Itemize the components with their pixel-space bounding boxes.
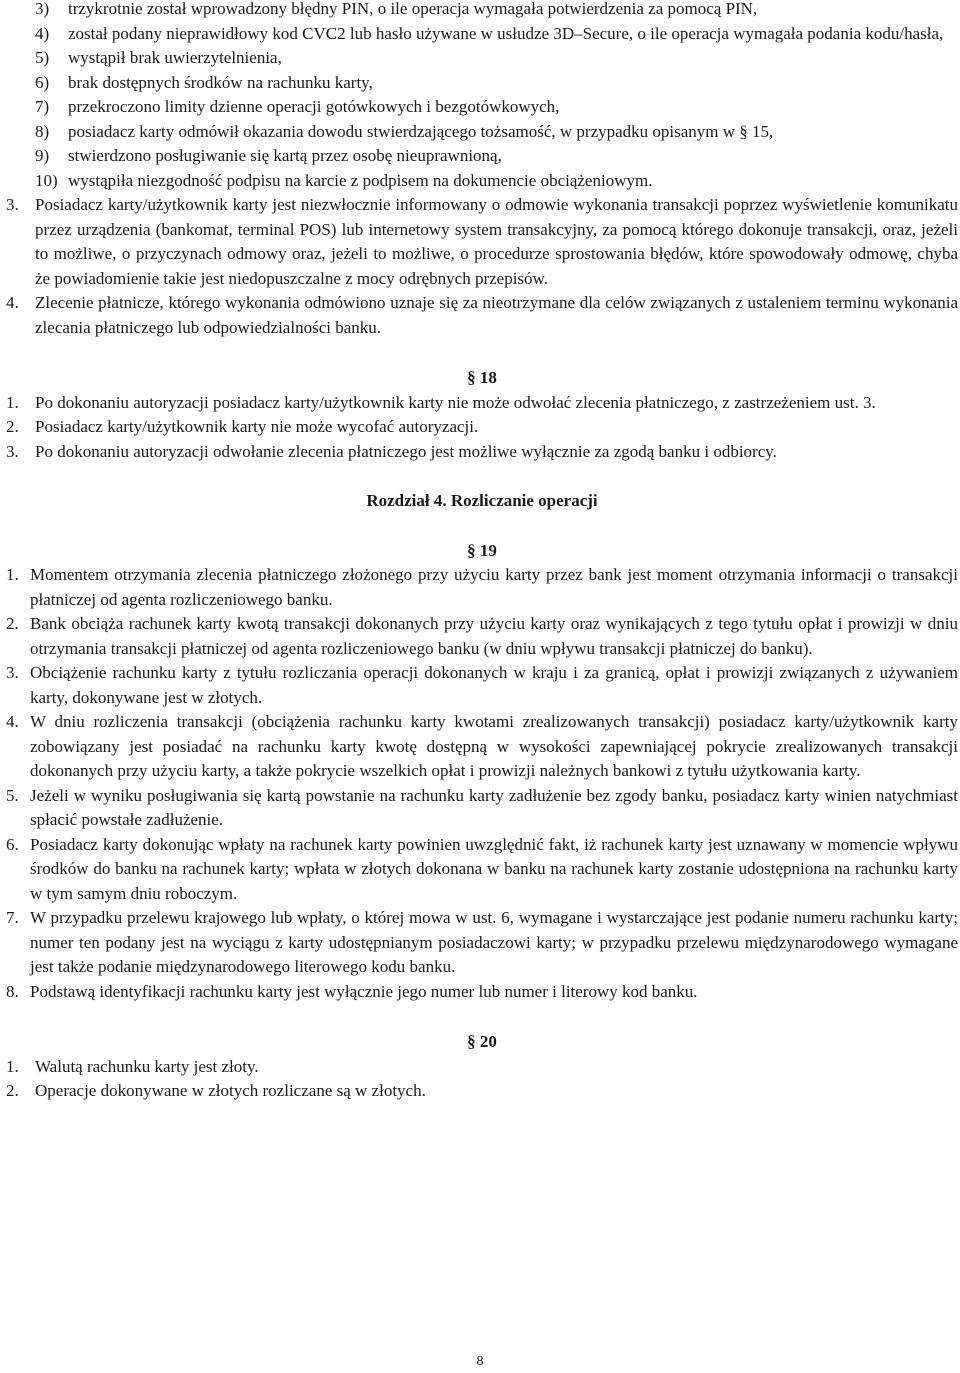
list-item	[35, 169, 958, 194]
item-number: 2.	[6, 417, 19, 436]
section-heading-19: § 19	[467, 540, 497, 560]
item-number: 6)	[35, 72, 50, 92]
item-text: Po dokonaniu autoryzacji odwołanie zlecenia płatniczego jest możliwe wyłącznie za zgodą banku i odbiorcy.	[35, 441, 777, 461]
item-text: brak dostępnych środków na rachunku karty,	[68, 72, 373, 92]
item-number: 10)	[35, 170, 58, 190]
item-number: 1.	[6, 1056, 19, 1076]
item-number: 1.	[6, 392, 19, 412]
list-item	[6, 1055, 958, 1080]
item-text: posiadacz karty odmówił okazania dowodu stwierdzającego tożsamość, w przypadku opisanym w § 15,	[68, 121, 774, 141]
list-item	[6, 415, 958, 440]
list-item	[35, 120, 958, 145]
item-number: 3.	[6, 441, 19, 461]
item-text: Posiadacz karty/użytkownik karty jest niezwłocznie informowany o odmowie wykonania transakcji poprzez wyświetlenie komunikatu przez urządzenia (bankomat, terminal POS) lub internetowy system transakcyjny, za pomocą którego dokonuje transakcji, oraz, jeżeli to możliwe, o przyczynach odmowy oraz, jeżeli to możliwe, o procedurze sprostowania błędów, które spowodowały odmowę, chyba że powiadomienie takie jest niedopuszczalne z mocy odrębnych przepisów.	[35, 195, 958, 288]
item-text: Podstawą identyfikacji rachunku karty jest wyłącznie jego numer lub numer i literowy kod banku.	[30, 981, 698, 1001]
list-item	[6, 193, 958, 291]
item-number: 5.	[6, 785, 19, 805]
list-item	[35, 22, 958, 47]
item-number: 2.	[6, 614, 19, 633]
item-text: wystąpił brak uwierzytelnienia,	[68, 48, 282, 67]
list-item	[6, 291, 958, 340]
item-text: Walutą rachunku karty jest złoty.	[35, 1056, 259, 1076]
item-text: Posiadacz karty/użytkownik karty nie może wycofać autoryzacji.	[35, 417, 479, 436]
section-heading-20: § 20	[467, 1032, 497, 1051]
list-item	[6, 563, 958, 612]
item-text: stwierdzono posługiwanie się kartą przez osobę nieuprawnioną,	[68, 146, 502, 165]
item-text: przekroczono limity dzienne operacji gotówkowych i bezgotówkowych,	[68, 97, 560, 116]
item-text: został podany nieprawidłowy kod CVC2 lub hasło używane w usłudze 3D–Secure, o ile operacja wymagała podania kodu/hasła,	[68, 23, 944, 43]
section-19	[6, 563, 958, 1004]
item-text: wystąpiła niezgodność podpisu na karcie z podpisem na dokumencie obciążeniowym.	[68, 170, 653, 190]
item-number: 2.	[6, 1081, 19, 1100]
chapter-title: Rozdział 4. Rozliczanie operacji	[366, 491, 598, 510]
section-17-continued	[6, 193, 958, 340]
item-number: 3.	[6, 663, 19, 682]
sub-list-top	[6, 0, 958, 193]
list-item	[6, 391, 958, 416]
list-item	[6, 1079, 958, 1104]
list-item	[6, 710, 958, 784]
list-item	[6, 440, 958, 465]
section-heading-18: § 18	[467, 368, 497, 387]
item-number: 4.	[6, 293, 19, 312]
section-20	[6, 1055, 958, 1104]
item-text: Posiadacz karty dokonując wpłaty na rachunek karty powinien uwzględnić fakt, iż rachunek karty jest uznawany w momencie wpływu środków do banku na rachunek karty; wpłata w złotych dokonana w banku na rachunek karty zostanie udostępniona na rachunku karty w tym samym dniu roboczym.	[30, 834, 958, 903]
item-number: 7.	[6, 908, 19, 927]
item-number: 4.	[6, 712, 19, 731]
list-item	[35, 144, 958, 169]
item-number: 5)	[35, 48, 50, 67]
section-18	[6, 391, 958, 465]
list-item	[35, 46, 958, 71]
page-number: 8	[476, 1354, 484, 1369]
item-number: 8)	[35, 121, 50, 141]
item-number: 4)	[35, 23, 50, 43]
list-item	[6, 784, 958, 833]
list-item	[6, 906, 958, 980]
item-text: W przypadku przelewu krajowego lub wpłaty, o której mowa w ust. 6, wymagane i wystarczające jest podanie numeru rachunku karty; numer ten podany jest na wyciągu z karty udostępnianym posiadaczowi karty; w przypadku przelewu międzynarodowego wymagane jest także podanie międzynarodowego literowego kodu banku.	[30, 908, 958, 976]
item-text: Zlecenie płatnicze, którego wykonania odmówiono uznaje się za nieotrzymane dla celów związanych z ustaleniem terminu wykonania zlecania płatniczego lub odpowiedzialności banku.	[35, 293, 958, 337]
list-item	[35, 0, 958, 22]
item-text: Obciążenie rachunku karty z tytułu rozliczania operacji dokonanych w kraju i za granicą, opłat i prowizji związanych z używaniem karty, dokonywane jest w złotych.	[30, 663, 958, 707]
item-number: 3)	[35, 0, 50, 18]
list-item	[6, 612, 958, 661]
list-item	[6, 833, 958, 907]
list-item	[6, 661, 958, 710]
item-text: Momentem otrzymania zlecenia płatniczego złożonego przy użyciu karty przez bank jest moment otrzymania informacji o transakcji płatniczej od agenta rozliczeniowego banku.	[30, 565, 958, 609]
document-page	[6, 0, 958, 1104]
item-text: Operacje dokonywane w złotych rozliczane są w złotych.	[35, 1081, 426, 1100]
item-text: Po dokonaniu autoryzacji posiadacz karty/użytkownik karty nie może odwołać zlecenia płatniczego, z zastrzeżeniem ust. 3.	[35, 392, 876, 412]
list-item	[35, 95, 958, 120]
item-number: 1.	[6, 565, 19, 584]
item-number: 9)	[35, 146, 50, 165]
item-number: 3.	[6, 195, 19, 214]
item-text: trzykrotnie został wprowadzony błędny PIN, o ile operacja wymagała potwierdzenia za pomocą PIN,	[68, 0, 758, 18]
item-number: 6.	[6, 834, 19, 854]
item-text: W dniu rozliczenia transakcji (obciążenia rachunku karty kwotami zrealizowanych transakcji) posiadacz karty/użytkownik karty zobowiązany jest posiadać na rachunku karty kwotę dostępną w wysokości zapewniającej pokrycie zrealizowanych transakcji dokonanych przy użyciu karty, a także pokrycie wszelkich opłat i prowizji należnych bankowi z tytułu użytkowania karty.	[30, 712, 958, 780]
item-text: Bank obciąża rachunek karty kwotą transakcji dokonanych przy użyciu karty oraz wynikających z tego tytułu opłat i prowizji w dniu otrzymania transakcji płatniczej od agenta rozliczeniowego banku (w dniu wpływu transakcji płatniczej do banku).	[30, 614, 958, 658]
list-item	[35, 71, 958, 96]
item-text: Jeżeli w wyniku posługiwania się kartą powstanie na rachunku karty zadłużenie bez zgody banku, posiadacz karty winien natychmiast spłacić powstałe zadłużenie.	[30, 785, 958, 829]
item-number: 8.	[6, 981, 19, 1001]
item-number: 7)	[35, 97, 50, 116]
list-item	[6, 980, 958, 1005]
